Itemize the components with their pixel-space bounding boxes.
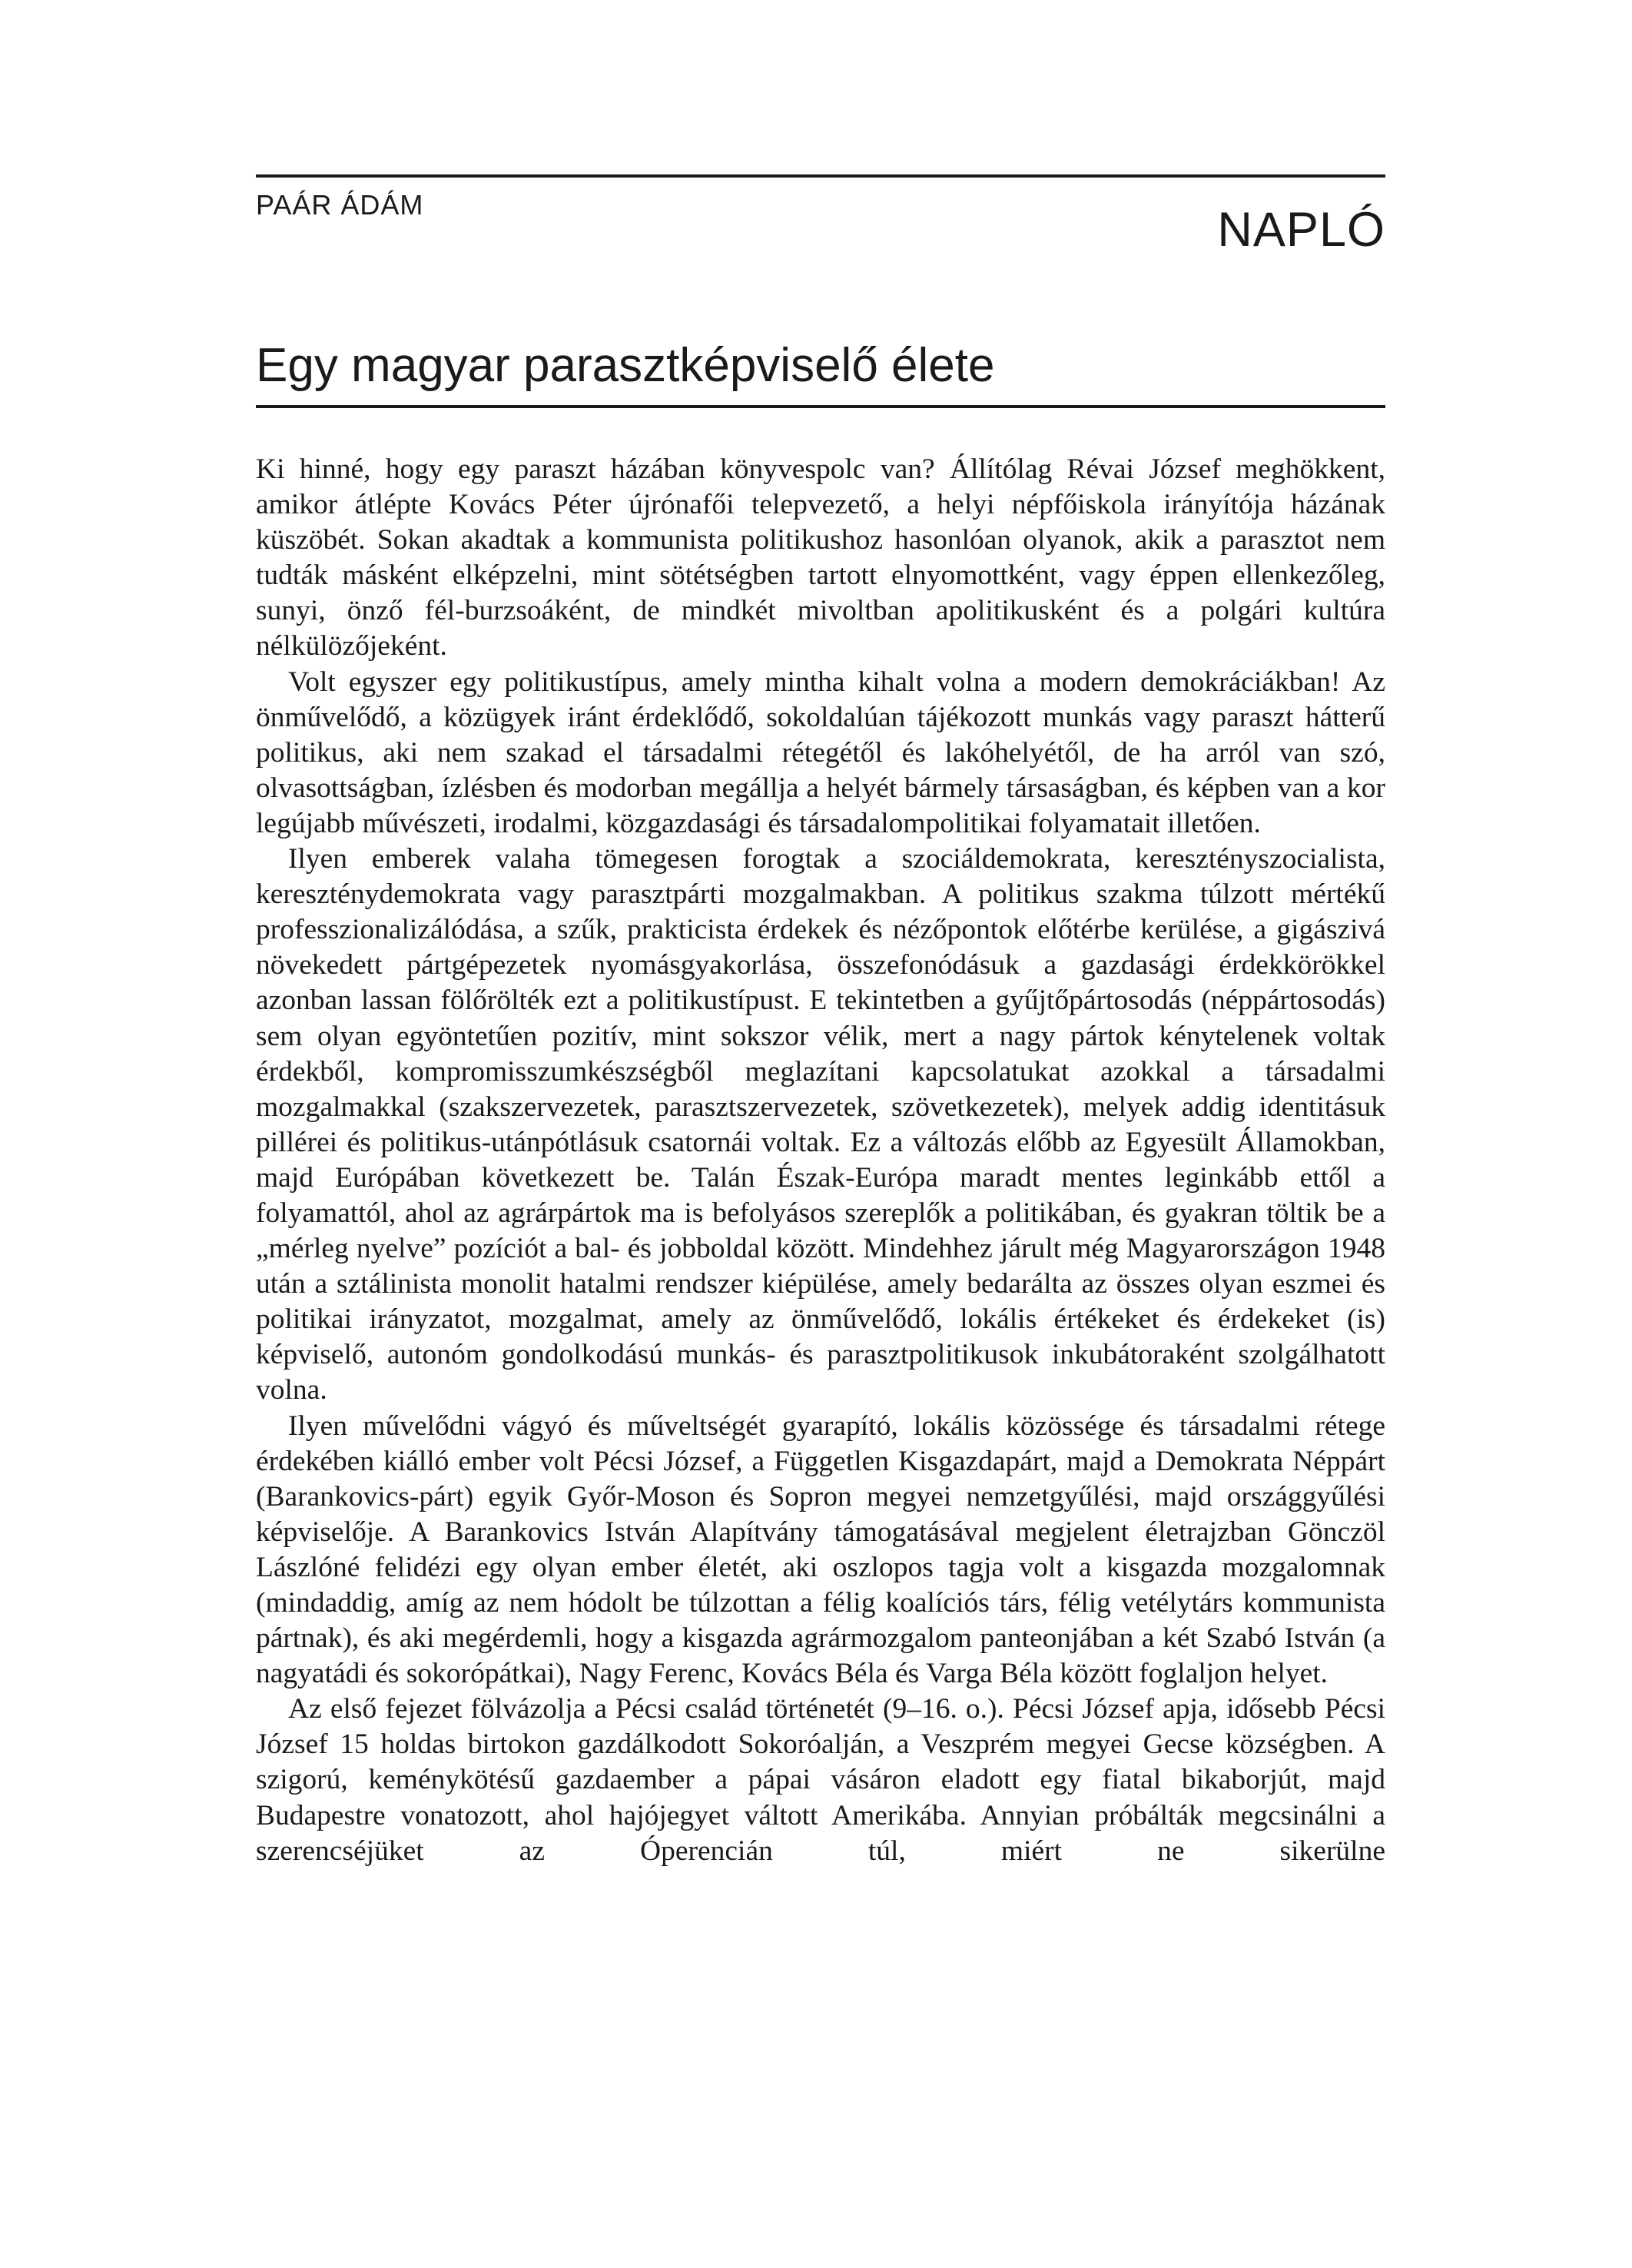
paragraph: Ilyen emberek valaha tömegesen forogtak a szociáldemokrata, keresztényszocialista, kereszténydemokrata vagy parasztpárti mozgalmakban. A politikus szakma túlzott mértékű professzionalizálódása, a szűk, prakticista érdekek és nézőpontok előtérbe kerülése, a gigászivá növekedett pártgépezetek nyomásgyakorlása, összefonódásuk a gazdasági érdekkörökkel azonban lassan fölőrölték ezt a politikustípust. E tekintetben a gyűjtőpártosodás (néppártosodás) sem olyan egyöntetűen pozitív, mint sokszor vélik, mert a nagy pártok kénytelenek voltak érdekből, kompromisszumkészségből meglazítani kapcsolatukat azokkal a társadalmi mozgalmakkal (szakszervezetek, parasztszervezetek, szövetkezetek), melyek addig identitásuk pillérei és politikus-utánpótlásuk csatornái voltak. Ez a változás előbb az Egyesült Államokban, majd Európában következett be. Talán Észak-Európa maradt mentes leginkább ettől a folyamattól, ahol az agrárpártok ma is befolyásos szereplők a politikában, és gyakran töltik be a „mérleg nyelve” pozíciót a bal- és jobboldal között. Mindehhez járult még Magyarországon 1948 után a sztálinista monolit hatalmi rendszer kiépülése, amely bedarálta az összes olyan eszmei és politikai irányzatot, mozgalmat, amely az önművelődő, lokális értékeket és érdekeket (is) képviselő, autonóm gondolkodású munkás- és parasztpolitikusok inkubátoraként szolgálhatott volna. [256,843,1385,1406]
title-rule [256,405,1385,408]
author-name: PAÁR ÁDÁM [256,189,424,221]
article-title: Egy magyar parasztképviselő élete [256,339,995,392]
page [256,174,1385,1869]
paragraph: Az első fejezet fölvázolja a Pécsi család történetét (9–16. o.). Pécsi József apja, idősebb Pécsi József 15 holdas birtokon gazdálkodott Sokoróalján, a Veszprém megyei Gecse községben. A szigorú, keménykötésű gazdaember a pápai vásáron eladott egy fiatal bikaborjút, majd Budapestre vonatozott, ahol hajójegyet váltott Amerikába. Annyian próbálták megcsinálni a szerencséjüket az Óperencián túl, miért ne sikerülne [256,1693,1385,1867]
paragraph: Ilyen művelődni vágyó és műveltségét gyarapító, lokális közössége és társadalmi rétege érdekében kiálló ember volt Pécsi József, a Független Kisgazdapárt, majd a Demokrata Néppárt (Barankovics-párt) egyik Győr-Moson és Sopron megyei nemzetgyűlési, majd országgyűlési képviselője. A Barankovics István Alapítvány támogatásával megjelent életrajzban Gönczöl Lászlóné felidézi egy olyan ember életét, aki oszlopos tagja volt a kisgazda mozgalomnak (mindaddig, amíg az nem hódolt be túlzottan a félig koalíciós társ, félig vetélytárs kommunista pártnak), és aki megérdemli, hogy a kisgazda agrármozgalom panteonjában a két Szabó István (a nagyatádi és sokorópátkai), Nagy Ferenc, Kovács Béla és Varga Béla között foglaljon helyet. [256,1410,1385,1690]
paragraph: Ki hinné, hogy egy paraszt házában könyvespolc van? Állítólag Révai József meghökkent, amikor átlépte Kovács Péter újrónafői telepvezető, a helyi népfőiskola irányítója házának küszöbét. Sokan akadtak a kommunista politikushoz hasonlóan olyanok, akik a parasztot nem tudták másként elképzelni, mint sötétségben tartott elnyomottként, vagy éppen ellenkezőleg, sunyi, önző fél-burzsoáként, de mindkét mivoltban apolitikusként és a polgári kultúra nélkülözőjeként. [256,453,1385,662]
section-title: NAPLÓ [1217,203,1385,257]
article-body [256,452,1385,1869]
running-header [256,178,1385,270]
paragraph: Volt egyszer egy politikustípus, amely mintha kihalt volna a modern demokráciákban! Az önművelődő, a közügyek iránt érdeklődő, sokoldalúan tájékozott munkás vagy paraszt hátterű politikus, aki nem szakad el társadalmi rétegétől és lakóhelyétől, de ha arról van szó, olvasottságban, ízlésben és modorban megállja a helyét bármely társaságban, és képben van a kor legújabb művészeti, irodalmi, közgazdasági és társadalompolitikai folyamatait illetően. [256,666,1385,839]
